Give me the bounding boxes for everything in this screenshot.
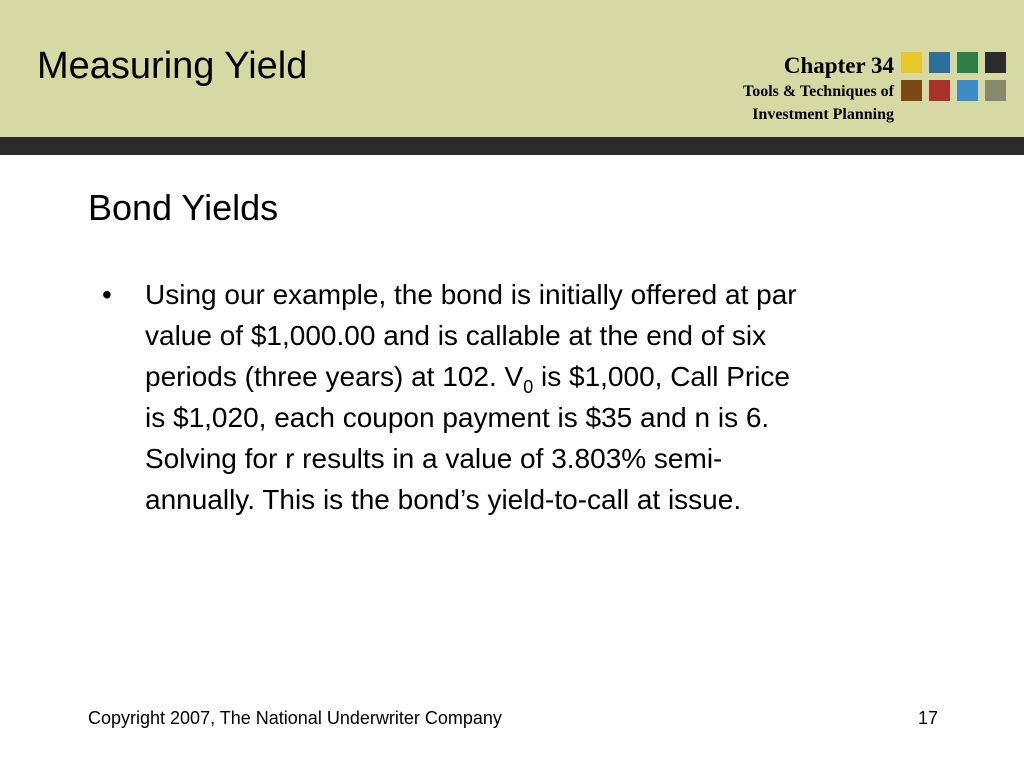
square-red (929, 80, 950, 101)
subscript-zero: 0 (523, 377, 534, 397)
header-band (0, 0, 1024, 137)
bullet-line-4: is $1,020, each coupon payment is $35 and n is 6. (145, 402, 770, 433)
bullet-text (145, 274, 960, 520)
bullet-line-3-start: periods (three years) at 102. V (145, 361, 524, 392)
decorative-squares (901, 52, 1007, 104)
bullet-line-5: Solving for r results in a value of 3.803% semi- (145, 443, 723, 474)
bullet-line-3-end: is $1,000, Call Price (533, 361, 791, 392)
bullet-line-3 (145, 356, 960, 397)
header-rule (0, 137, 1024, 155)
bullet-line-2: value of $1,000.00 and is callable at the end of six (145, 320, 767, 351)
square-black (985, 52, 1006, 73)
slide-title: Measuring Yield (37, 45, 308, 87)
square-blue (929, 52, 950, 73)
square-gray (985, 80, 1006, 101)
chapter-subtitle-line-1: Tools & Techniques of (742, 83, 894, 100)
chapter-subtitle-line-2: Investment Planning (752, 106, 894, 123)
bullet-line-6: annually. This is the bond’s yield-to-call at issue. (145, 484, 742, 515)
square-brown (901, 80, 922, 101)
chapter-label: Chapter 34 (783, 53, 894, 78)
section-heading: Bond Yields (88, 187, 279, 228)
square-yellow (901, 52, 922, 73)
chapter-block (743, 52, 894, 126)
square-green (957, 52, 978, 73)
page-number: 17 (917, 708, 938, 728)
bullet-line-1: Using our example, the bond is initially offered at par (145, 279, 797, 310)
list-item (100, 274, 960, 520)
bullet-list (100, 274, 960, 520)
footer-copyright: Copyright 2007, The National Underwriter Company (88, 708, 502, 728)
bullet-icon: • (102, 279, 112, 310)
square-light-blue (957, 80, 978, 101)
